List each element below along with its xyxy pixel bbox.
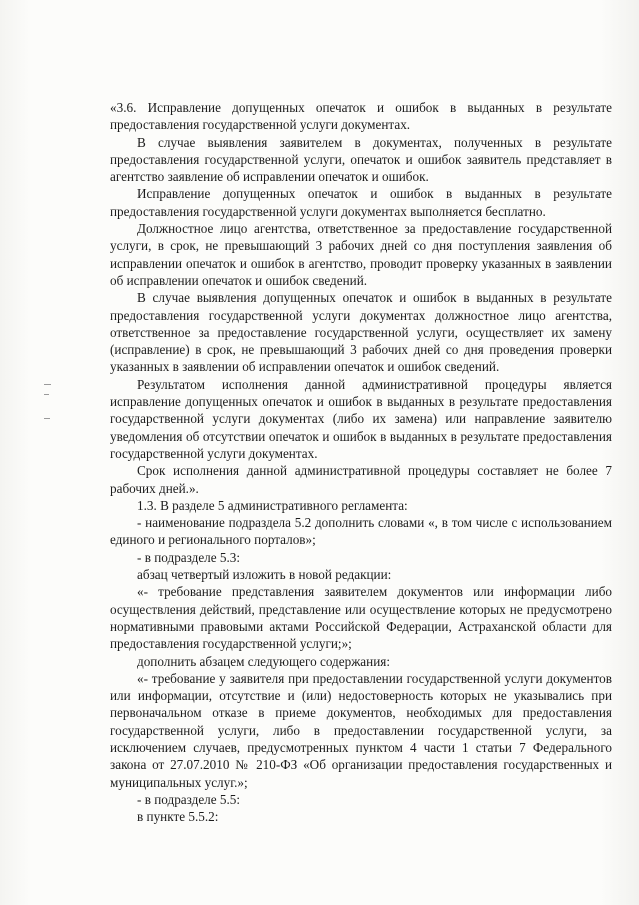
paragraph: В случае выявления заявителем в документах, полученных в результате предоставления государственной услуги, опечаток и ошибок заявитель представляет в агентство заявление об исправлении опечаток и ошибок. <box>110 134 612 185</box>
paragraph: абзац четвертый изложить в новой редакции: <box>137 567 392 583</box>
scan-mark <box>44 394 49 395</box>
paragraph: «3.6. Исправление допущенных опечаток и ошибок в выданных в результате предоставления государственной услуги документах. <box>110 100 612 133</box>
paragraph: 1.3. В разделе 5 административного регламента: <box>137 497 408 513</box>
paragraph: - в подразделе 5.3: <box>137 549 241 565</box>
paragraph: «- требование у заявителя при предоставлении государственной услуги документов или информации, отсутствие и (или) недостоверность которых не указывались при первоначальном отказе в приеме документов, необходимых для предоставления государственной услуги, либо в предоставлении государственной услуги, за исключением случаев, предусмотренных пунктом 4 части 1 статьи 7 Федерального закона от 27.07.2010 № 210-ФЗ «Об организации предоставления государственных и муниципальных услуг.»; <box>110 670 612 790</box>
scan-mark <box>44 418 50 419</box>
document-body <box>110 99 612 825</box>
paragraph: Исправление допущенных опечаток и ошибок в выданных в результате предоставления государственной услуги документах выполняется бесплатно. <box>110 186 612 219</box>
paragraph: «- требование представления заявителем документов или информации либо осуществления действий, представление или осуществление которых не предусмотрено нормативными правовыми актами Российской Федерации, Астраханской области для предоставления государственной услуги;»; <box>110 584 612 652</box>
paragraph: Должностное лицо агентства, ответственное за предоставление государственной услуги, в срок, не превышающий 3 рабочих дней со дня поступления заявления об исправлении опечаток и ошибок в агентство, проводит проверку указанных в заявлении об исправлении опечаток и ошибок сведений. <box>110 221 612 288</box>
paragraph: дополнить абзацем следующего содержания: <box>137 653 391 669</box>
paragraph: В случае выявления допущенных опечаток и ошибок в выданных в результате предоставления государственной услуги документах должностное лицо агентства, ответственное за предоставление государственной услуги, осуществляет их замену (исправление) в срок, не превышающий 3 рабочих дней со дня проведения проверки указанных в заявлении об исправлении опечаток и ошибок сведений. <box>110 290 612 375</box>
paragraph: Срок исполнения данной административной процедуры составляет не более 7 рабочих дней.». <box>110 463 612 496</box>
paragraph: - наименование подраздела 5.2 дополнить словами «, в том числе с использованием единого и регионального порталов»; <box>110 515 612 548</box>
paragraph: в пункте 5.5.2: <box>137 809 219 825</box>
scan-mark <box>44 384 51 385</box>
paragraph: Результатом исполнения данной административной процедуры является исправление допущенных опечаток и ошибок в выданных в результате предоставления государственной услуги документах (либо их замена) или направление заявителю уведомления об отсутствии опечаток и ошибок в выданных в результате предоставления государственной услуги документах. <box>110 376 612 461</box>
paragraph: - в подразделе 5.5: <box>137 791 241 807</box>
